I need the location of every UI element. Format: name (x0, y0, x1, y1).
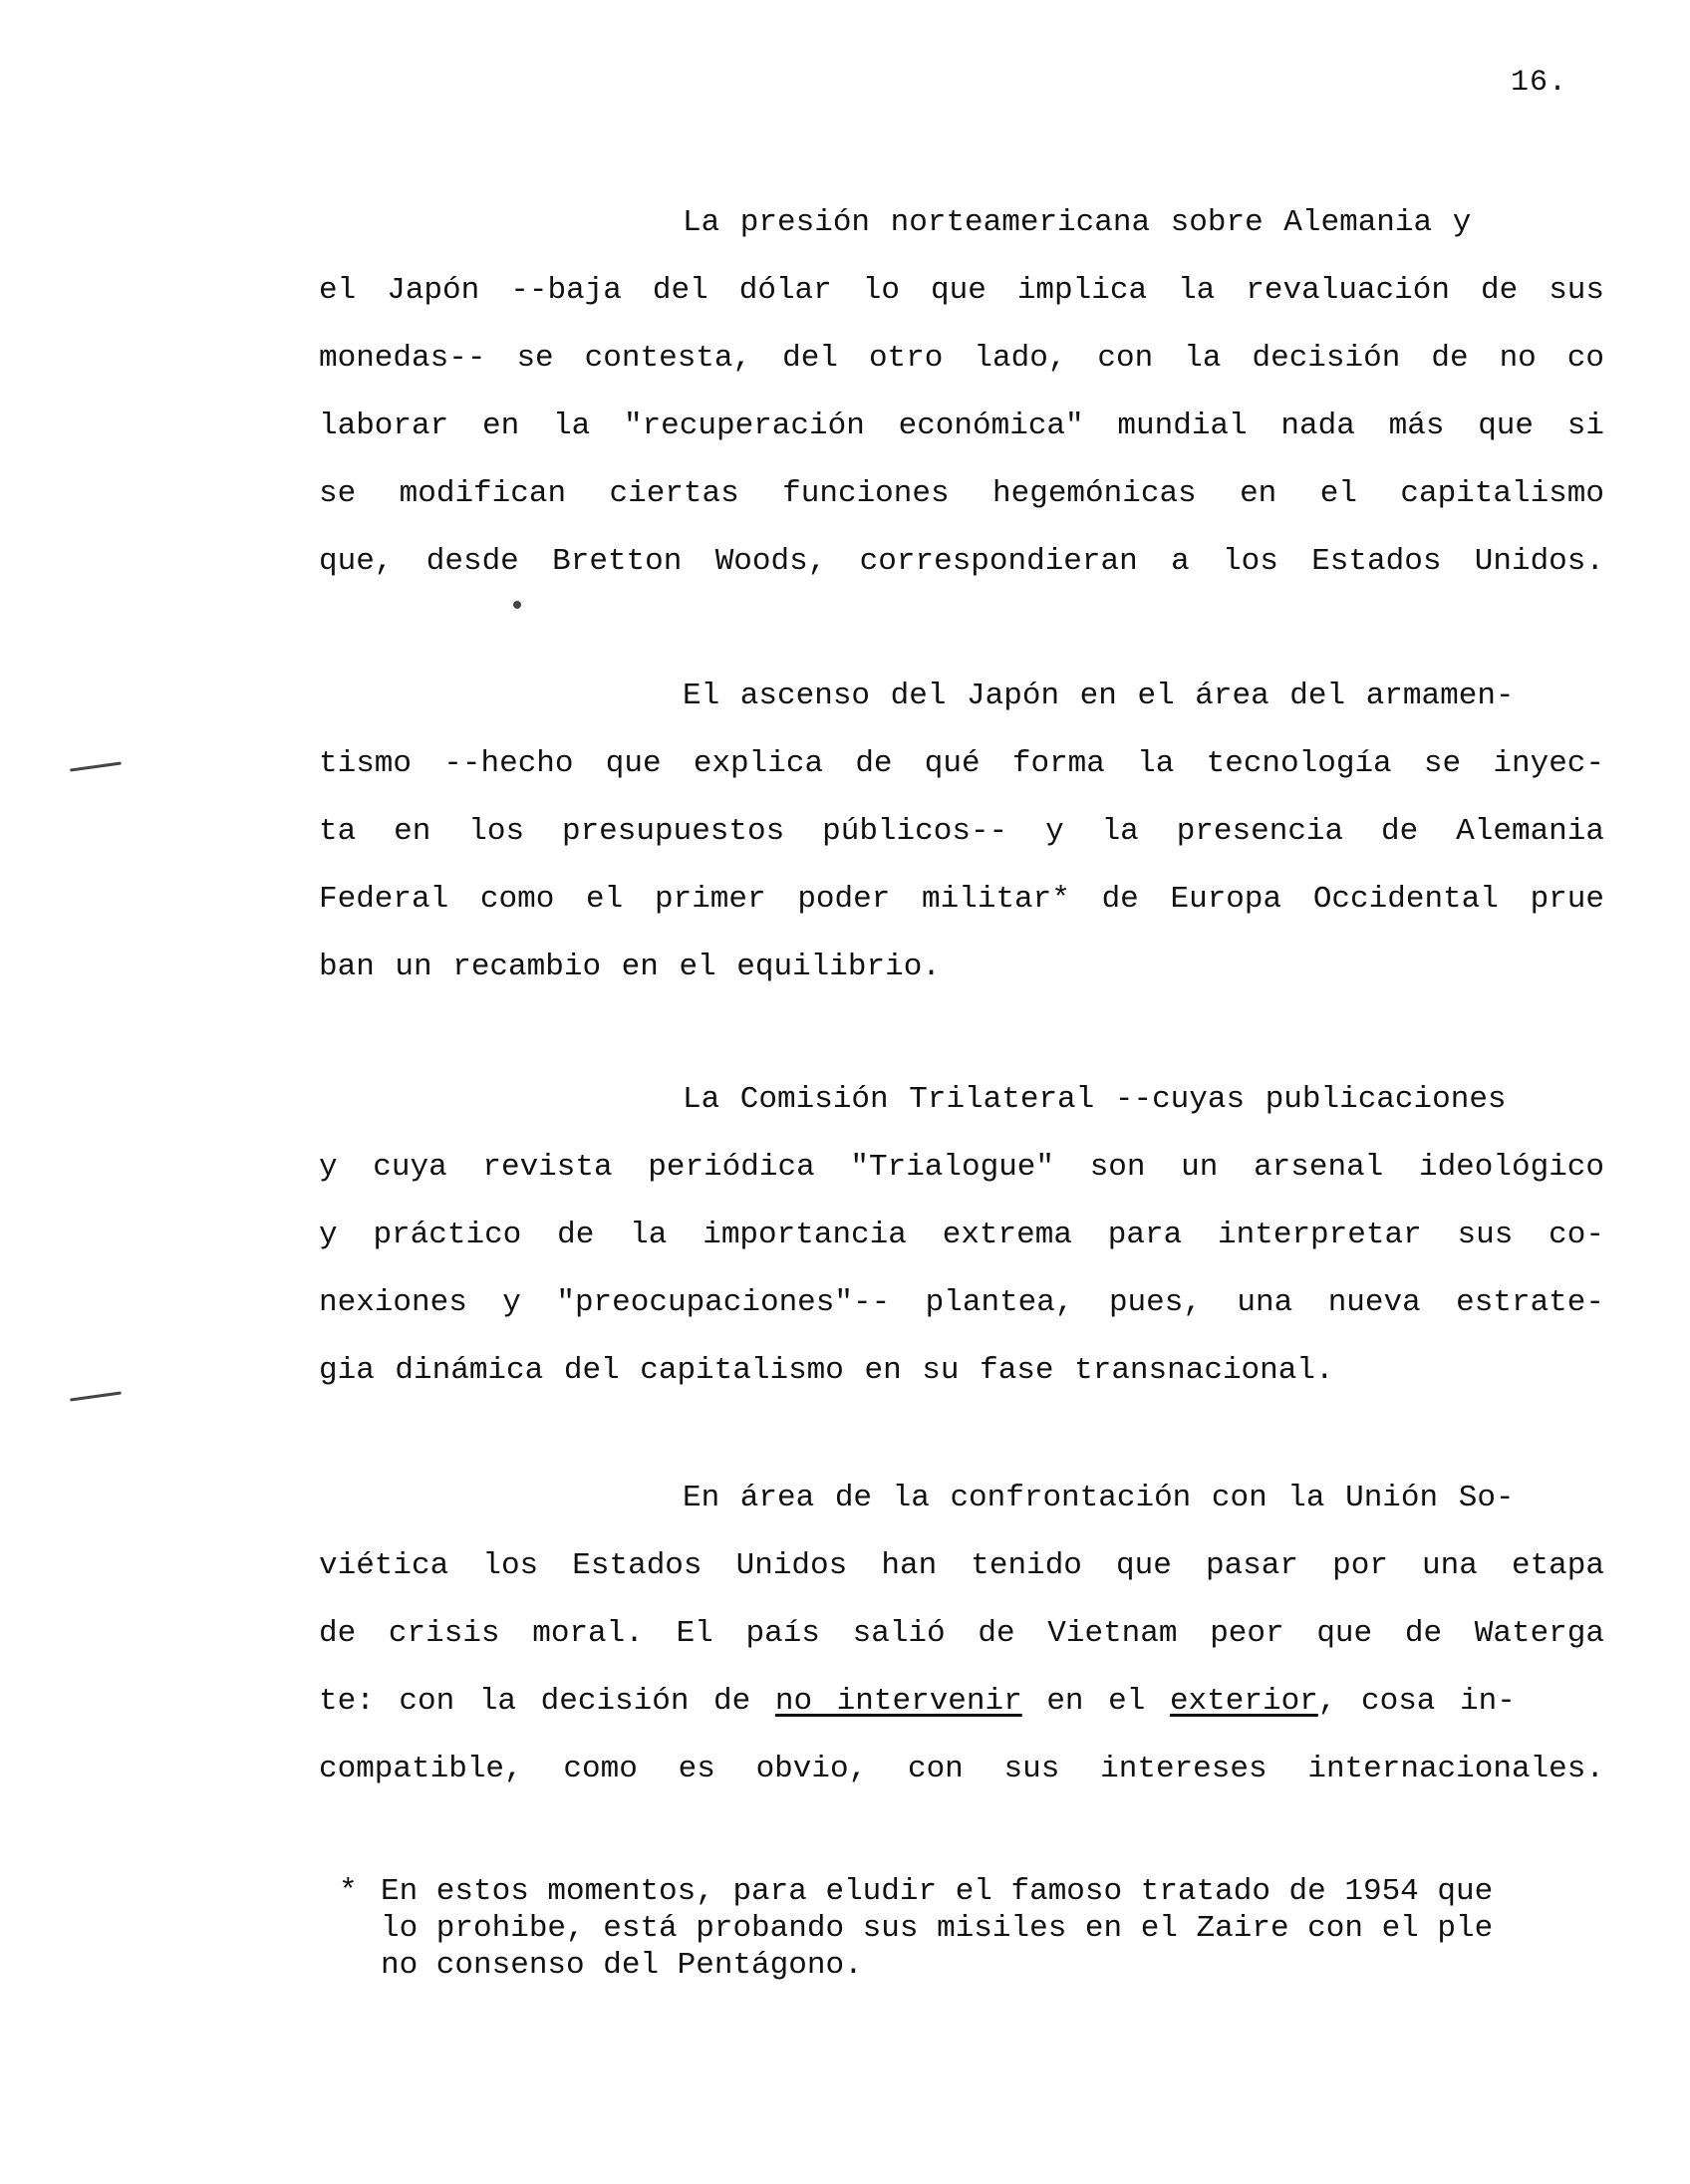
text-line: gia dinámica del capitalismo en su fase transnacional. (319, 1353, 1334, 1388)
text-line: ta en los presupuestos públicos-- y la presencia de Alemania (319, 814, 1604, 849)
footnote-line: no consenso del Pentágono. (381, 1948, 863, 1983)
paragraph-3 (319, 1066, 1604, 1405)
scan-mark (513, 601, 521, 609)
text-line: El ascenso del Japón en el área del armamen- (683, 679, 1515, 713)
paragraph-1 (319, 189, 1604, 596)
footnote-line: lo prohibe, está probando sus misiles en el Zaire con el ple (381, 1911, 1494, 1946)
page-number: 16. (1511, 66, 1568, 100)
paragraph-2 (319, 663, 1604, 1001)
text-line: La presión norteamericana sobre Alemania y (683, 205, 1472, 240)
underlined-phrase: exterior (1169, 1684, 1318, 1719)
text-line: que, desde Bretton Woods, correspondieran a los Estados Unidos. (319, 544, 1604, 579)
line-part: te: con la decisión de (319, 1684, 775, 1719)
text-line: La Comisión Trilateral --cuyas publicaciones (683, 1082, 1507, 1117)
scan-mark (70, 761, 122, 771)
text-line: nexiones y "preocupaciones"-- plantea, pues, una nueva estrate- (319, 1285, 1604, 1320)
line-part: en el (1021, 1684, 1170, 1719)
footnote-text: En estos momentos, para eludir el famoso tratado de 1954 que (381, 1874, 1494, 1909)
text-line: Federal como el primer poder militar* de Europa Occidental prue (319, 882, 1604, 917)
paragraph-4 (319, 1465, 1604, 1803)
footnote-marker: * (339, 1874, 358, 1909)
line-part: , cosa in- (1317, 1684, 1516, 1719)
text-line: tismo --hecho que explica de qué forma la tecnología se inyec- (319, 746, 1604, 781)
text-line: ban un recambio en el equilibrio. (319, 950, 941, 984)
text-line: laborar en la "recuperación económica" mundial nada más que si (319, 409, 1604, 443)
text-line: monedas-- se contesta, del otro lado, con la decisión de no co (319, 341, 1604, 376)
footnote-line (339, 1873, 1594, 1910)
scan-mark (70, 1391, 122, 1401)
text-line (319, 1668, 1604, 1736)
text-line: y cuya revista periódica "Trialogue" son un arsenal ideológico (319, 1150, 1604, 1185)
text-line: de crisis moral. El país salió de Vietnam peor que de Waterga (319, 1616, 1604, 1651)
text-line: y práctico de la importancia extrema para interpretar sus co- (319, 1218, 1604, 1252)
text-line: se modifican ciertas funciones hegemónicas en el capitalismo (319, 476, 1604, 511)
footnote (339, 1873, 1594, 1984)
text-line: En área de la confrontación con la Unión So- (683, 1481, 1515, 1515)
text-line: compatible, como es obvio, con sus intereses internacionales. (319, 1752, 1604, 1786)
underlined-phrase: no intervenir (774, 1684, 1022, 1719)
text-line: viética los Estados Unidos han tenido que pasar por una etapa (319, 1548, 1604, 1583)
text-line: el Japón --baja del dólar lo que implica la revaluación de sus (319, 273, 1604, 308)
